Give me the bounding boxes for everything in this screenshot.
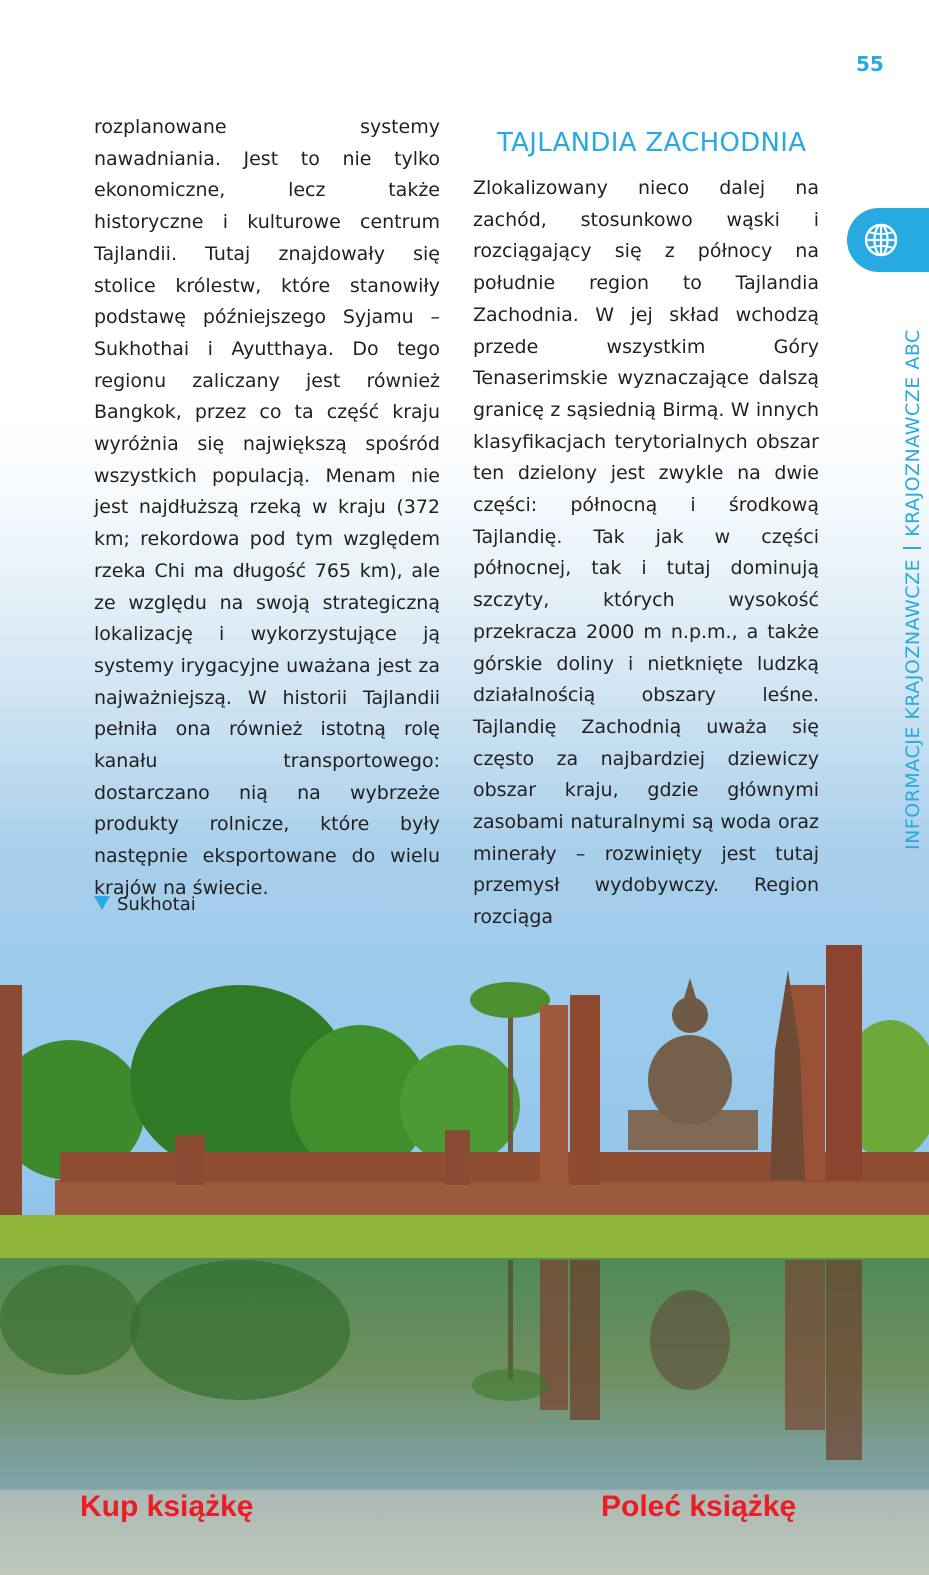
chapter-label	[902, 329, 924, 850]
chapter-label-part1: INFORMACJE KRAJOZNAWCZE	[902, 558, 924, 850]
globe-icon	[863, 222, 899, 258]
left-column-text: rozplanowane systemy nawadniania. Jest to nie tylko ekonomiczne, lecz także historyczne i kulturowe centrum Tajlandii. Tutaj znajdowały się stolice królestw, które stanowiły podstawę późniejszego Syjamu – Sukhothai i Ayutthaya. Do tego regionu zaliczany jest również Bangkok, przez co ta część kraju wyróżnia się największą spośród wszystkich populacją. Menam nie jest najdłuższą rzeką w kraju (372 km; rekordowa pod tym względem rzeka Chi ma długość 765 km), ale ze względu na swoją strategiczną lokalizację i wykorzystujące ją systemy irygacyjne uważana jest za najważniejszą. W historii Tajlandii pełniła ona również istotną rolę kanału transportowego: dostarczano nią na wybrzeże produkty rolnicze, które były następnie eksportowane do wielu krajów na świecie.	[94, 116, 440, 899]
sukhothai-photo	[0, 930, 929, 1575]
page-number: 55	[856, 52, 884, 76]
chapter-label-separator	[903, 547, 921, 549]
photo-caption	[94, 894, 196, 915]
chapter-tab[interactable]	[847, 208, 929, 272]
section-heading: TAJLANDIA ZACHODNIA	[497, 128, 807, 158]
caption-triangle-icon	[94, 896, 110, 910]
right-column-text: Zlokalizowany nieco dalej na zachód, stosunkowo wąski i rozciągający się z północy na południe region to Tajlandia Zachodnia. W jej skład wchodzą przede wszystkim Góry Tenaserimskie wyznaczające dalszą granicę z sąsiednią Birmą. W innych klasyfikacjach terytorialnych obszar ten dzielony jest zwykle na dwie części: północną i środkową Tajlandię. Tak jak w części północnej, tak i tutaj dominują szczyty, których wysokość przekracza 2000 m n.p.m., a także górskie doliny i nietknięte ludzką działalnością obszary leśne. Tajlandię Zachodnią uważa się często za najbardziej dziewiczy obszar kraju, gdzie głównymi zasobami naturalnymi są woda oraz minerały – rozwinięty jest tutaj przemysł wydobywczy. Region rozciąga	[473, 177, 819, 929]
photo-caption-text: Sukhotai	[117, 894, 196, 915]
recommend-book-link[interactable]: Poleć książkę	[601, 1490, 797, 1523]
buy-book-link[interactable]: Kup książkę	[80, 1490, 254, 1523]
chapter-label-part2: KRAJOZNAWCZE ABC	[902, 329, 924, 537]
